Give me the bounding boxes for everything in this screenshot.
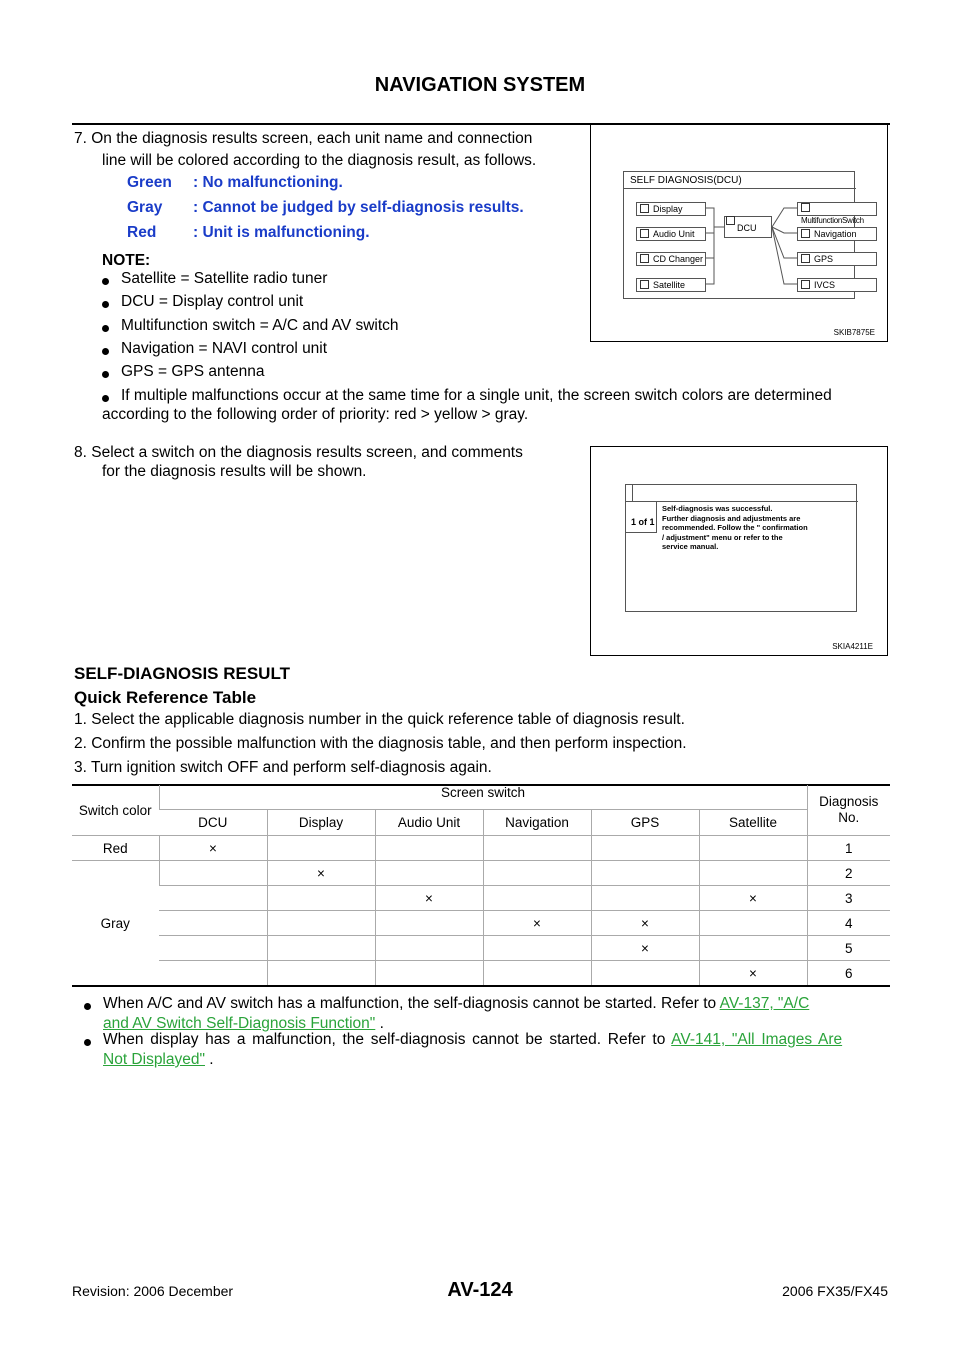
cell-empty (159, 861, 267, 886)
bullet-text: If multiple malfunctions occur at the same time for a single unit, the screen switch colors are determined (121, 387, 832, 404)
switch-label: Navigation (814, 229, 857, 239)
footer-page-number: AV-124 (447, 1279, 513, 1301)
bullet-text: DCU = Display control unit (121, 293, 304, 310)
switch-label: Audio Unit (653, 229, 695, 239)
step-7-line-1: 7. On the diagnosis results screen, each unit name and connection (74, 130, 533, 147)
cell-empty (375, 861, 483, 886)
checkbox-icon (801, 254, 810, 263)
cell-empty (699, 911, 807, 936)
bullet-text: GPS = GPS antenna (121, 363, 265, 380)
legend-desc: : Cannot be judged by self-diagnosis results. (193, 199, 524, 216)
header-display: Display (267, 810, 375, 836)
ref-link-av-137-cont[interactable]: and AV Switch Self-Diagnosis Function" (103, 1015, 376, 1032)
figure-diagnosis-comment (590, 446, 888, 656)
bullet-icon (102, 395, 109, 402)
cell-mark: × (267, 861, 375, 886)
line-dcu-navigation (772, 227, 797, 233)
table-header-row (72, 785, 890, 810)
note-label: NOTE: (102, 252, 151, 269)
cell-mark: × (591, 911, 699, 936)
cell-empty (591, 886, 699, 911)
table-subheader-row (72, 810, 890, 836)
comment-screen (625, 484, 857, 612)
table-row (72, 936, 890, 961)
cell-empty (483, 961, 591, 986)
switch-label: Satellite (653, 280, 686, 290)
figure-code: SKIA4211E (832, 642, 873, 651)
cell-diag-no: 3 (807, 886, 890, 911)
table-row (72, 836, 890, 861)
header-diagnosis-no (807, 785, 890, 836)
checkbox-icon (640, 254, 649, 263)
step-8-line-2: for the diagnosis results will be shown. (102, 463, 367, 480)
switch-dcu[interactable] (724, 216, 772, 238)
line-audio-dcu (706, 227, 714, 233)
comment-line: / adjustment" menu or refer to the (662, 532, 783, 542)
header-diag-line-2: No. (838, 810, 860, 825)
note-text: When A/C and AV switch has a malfunction, the self-diagnosis cannot be started. Refer to (103, 995, 717, 1012)
page-divider (656, 502, 657, 532)
switch-label: GPS (814, 254, 834, 264)
header-audio-unit: Audio Unit (375, 810, 483, 836)
cell-empty (591, 836, 699, 861)
cell-empty (159, 886, 267, 911)
header-diag-line-1: Diagnosis (819, 794, 879, 809)
bullet-icon (102, 325, 109, 332)
line-satellite-dcu (706, 258, 714, 284)
legend-desc: : No malfunctioning. (193, 174, 343, 191)
bullet-text: Navigation = NAVI control unit (121, 340, 328, 357)
line-display-dcu (706, 208, 724, 227)
switch-gps[interactable] (797, 252, 877, 266)
step-8-line-1: 8. Select a switch on the diagnosis results screen, and comments (74, 444, 523, 461)
ref-link-av-141-cont[interactable]: Not Displayed" (103, 1051, 205, 1068)
comment-text (662, 504, 808, 552)
cell-diag-no: 4 (807, 911, 890, 936)
note-line (103, 995, 890, 1013)
diagnosis-screen (623, 171, 864, 299)
cell-empty (267, 836, 375, 861)
legend-color: Red (127, 224, 157, 241)
ref-link-av-137[interactable]: AV-137, "A/C (719, 995, 810, 1012)
screen-top-rule (626, 501, 858, 502)
line-dcu-multifunction (772, 208, 797, 227)
note-text: When display has a malfunction, the self-diagnosis cannot be started. Refer to (103, 1031, 666, 1048)
cell-empty (375, 911, 483, 936)
figure-code: SKIB7875E (833, 328, 875, 337)
switch-label: DCU (737, 223, 757, 233)
figure-self-diagnosis-dcu (590, 123, 888, 342)
cell-empty (375, 836, 483, 861)
cell-empty (699, 861, 807, 886)
cell-mark: × (591, 936, 699, 961)
header-gps: GPS (591, 810, 699, 836)
bullet-text: Multifunction switch = A/C and AV switch (121, 317, 399, 334)
note-end: . (205, 1051, 214, 1068)
section-heading: SELF-DIAGNOSIS RESULT (74, 664, 290, 683)
cell-empty (267, 961, 375, 986)
cell-empty (267, 886, 375, 911)
legend-gray (127, 199, 524, 217)
table-row (72, 911, 890, 936)
header-screen-switch: Screen switch (159, 785, 807, 810)
comment-line: Further diagnosis and adjustments are (662, 513, 801, 523)
checkbox-icon (801, 229, 810, 238)
table-bottom-rule (72, 985, 890, 987)
comment-line: recommended. Follow the " confirmation (662, 523, 808, 532)
cell-mark: × (699, 886, 807, 911)
cell-empty (267, 936, 375, 961)
note-line (103, 1031, 842, 1049)
note-line (103, 1051, 214, 1069)
cell-diag-no: 2 (807, 861, 890, 886)
switch-display[interactable] (636, 202, 706, 216)
cell-empty (699, 936, 807, 961)
bullet-icon (84, 1039, 91, 1046)
section-subheading: Quick Reference Table (74, 688, 257, 707)
cell-mark: × (159, 836, 267, 861)
section-step-2: 2. Confirm the possible malfunction with the diagnosis table, and then perform inspection. (74, 735, 687, 752)
header-switch-color: Switch color (72, 785, 159, 836)
switch-navigation[interactable] (797, 227, 877, 241)
bullet-icon (102, 348, 109, 355)
checkbox-icon (640, 280, 649, 289)
bullet-icon (102, 278, 109, 285)
cell-diag-no: 1 (807, 836, 890, 861)
cell-empty (591, 861, 699, 886)
cell-empty (159, 911, 267, 936)
cell-mark: × (375, 886, 483, 911)
cell-empty (159, 936, 267, 961)
cell-color-gray: Gray (72, 861, 159, 986)
table-row (72, 886, 890, 911)
cell-empty (699, 836, 807, 861)
switch-label: CD Changer (653, 254, 704, 264)
quick-reference-table (72, 785, 890, 986)
checkbox-icon (801, 280, 810, 289)
cell-empty (267, 911, 375, 936)
cell-empty (483, 861, 591, 886)
switch-label: IVCS (814, 280, 836, 290)
page-indicator: 1 of 1 (631, 517, 655, 527)
switch-ivcs[interactable] (797, 278, 877, 292)
screen-title: SELF DIAGNOSIS(DCU) (630, 175, 742, 186)
switch-satellite[interactable] (636, 278, 706, 292)
cell-color-red: Red (72, 836, 159, 861)
footer-model: 2006 FX35/FX45 (782, 1283, 888, 1299)
note-end: . (375, 1015, 384, 1032)
header-dcu: DCU (159, 810, 267, 836)
section-step-1: 1. Select the applicable diagnosis number in the quick reference table of diagnosis result. (74, 711, 685, 728)
legend-color: Green (127, 174, 172, 191)
bullet-icon (102, 301, 109, 308)
switch-cd-changer[interactable] (636, 252, 706, 266)
page-divider-h (626, 532, 657, 533)
line-cd-dcu (706, 233, 714, 258)
checkbox-icon (640, 204, 649, 213)
bullet-icon (102, 371, 109, 378)
bullet-text: Satellite = Satellite radio tuner (121, 270, 328, 287)
cell-empty (159, 961, 267, 986)
step-7-line-2: line will be colored according to the diagnosis result, as follows. (102, 152, 537, 169)
checkbox-icon (640, 229, 649, 238)
table-row (72, 861, 890, 886)
legend-desc: : Unit is malfunctioning. (193, 224, 370, 241)
checkbox-icon (801, 203, 810, 212)
switch-label: MultifunctionSwitch (801, 216, 864, 225)
cell-diag-no: 6 (807, 961, 890, 986)
section-step-3: 3. Turn ignition switch OFF and perform self-diagnosis again. (74, 759, 492, 776)
bullet-icon (84, 1003, 91, 1010)
switch-audio-unit[interactable] (636, 227, 706, 241)
cell-empty (483, 836, 591, 861)
legend-green (127, 174, 343, 192)
cell-empty (591, 961, 699, 986)
comment-line: Self-diagnosis was successful. (662, 504, 773, 513)
legend-color: Gray (127, 199, 163, 216)
cell-mark: × (483, 911, 591, 936)
cell-empty (375, 936, 483, 961)
priority-line-2: according to the following order of priority: red > yellow > gray. (102, 406, 529, 423)
switch-multifunction[interactable] (797, 202, 877, 225)
cell-empty (483, 936, 591, 961)
screen-tick (632, 485, 633, 501)
cell-diag-no: 5 (807, 936, 890, 961)
cell-empty (483, 886, 591, 911)
header-satellite: Satellite (699, 810, 807, 836)
footer-revision: Revision: 2006 December (72, 1283, 234, 1299)
legend-red (127, 224, 370, 242)
table-row (72, 961, 890, 986)
checkbox-icon (726, 216, 735, 225)
header-navigation: Navigation (483, 810, 591, 836)
cell-mark: × (699, 961, 807, 986)
page-title: NAVIGATION SYSTEM (374, 74, 586, 96)
cell-empty (375, 961, 483, 986)
comment-line: service manual. (662, 542, 719, 551)
switch-label: Display (653, 204, 683, 214)
ref-link-av-141[interactable]: AV-141, "All Images Are (671, 1031, 843, 1048)
